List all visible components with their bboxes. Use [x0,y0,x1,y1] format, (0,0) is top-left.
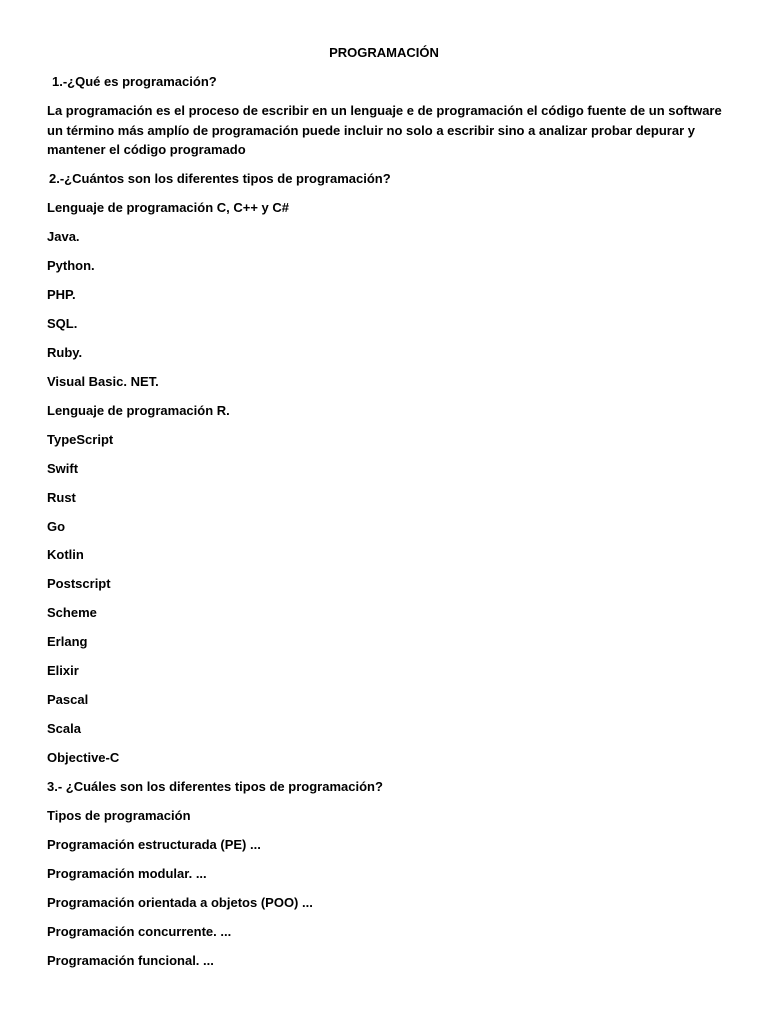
question-2: 2.-¿Cuántos son los diferentes tipos de programación? [49,171,391,186]
language-item: Swift [47,461,79,476]
language-item: Python. [47,258,95,273]
question-1: 1.-¿Qué es programación? [52,74,217,89]
type-item: Programación orientada a objetos (POO) ... [47,895,313,910]
language-item: Erlang [47,634,88,649]
language-item: Scala [47,721,81,736]
language-item: Postscript [47,576,111,591]
language-item: TypeScript [47,432,114,447]
types-heading: Tipos de programación [47,808,191,823]
language-item: Java. [47,229,80,244]
language-item: SQL. [47,316,78,331]
language-item: Scheme [47,605,97,620]
language-item: Visual Basic. NET. [47,374,159,389]
type-item: Programación funcional. ... [47,953,214,968]
language-item: Kotlin [47,547,84,562]
language-item: Objective-C [47,750,120,765]
language-item: Elixir [47,663,79,678]
language-item: Rust [47,490,76,505]
answer-1-paragraph: La programación es el proceso de escribir en un lenguaje e de programación el código fuente de un software un término más amplío de programación puede incluir no solo a escribir sino a analizar probar depurar y mantener el código programado [47,103,722,157]
question-3: 3.- ¿Cuáles son los diferentes tipos de programación? [47,779,383,794]
document-title: PROGRAMACIÓN [329,45,439,60]
language-item: Pascal [47,692,89,707]
type-item: Programación modular. ... [47,866,207,881]
language-item: PHP. [47,287,76,302]
language-item: Go [47,519,66,534]
type-item: Programación estructurada (PE) ... [47,837,261,852]
language-item: Lenguaje de programación R. [47,403,230,418]
type-item: Programación concurrente. ... [47,924,232,939]
language-item: Ruby. [47,345,83,360]
language-item: Lenguaje de programación C, C++ y C# [47,200,290,215]
